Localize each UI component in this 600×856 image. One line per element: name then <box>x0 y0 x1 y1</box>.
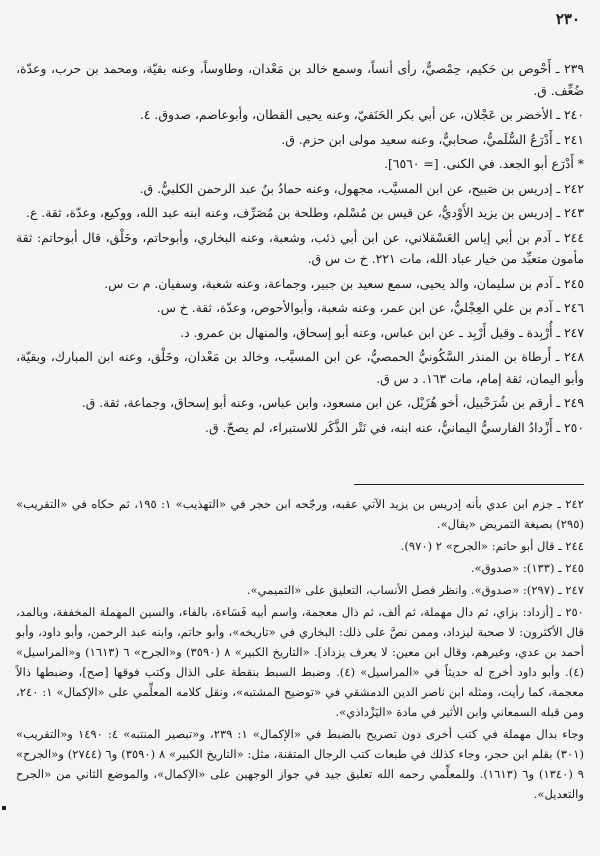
footnote-242: ٢٤٢ ـ جزم ابن عدي بأنه إدريس بن يزيد الآتي عقبه، ورجّحه ابن حجر في «التهذيب» ١: ١٩٥، ثم حكاه في «التقريب» (٢٩٥) بصيغة التمريض «يقال». <box>16 497 585 531</box>
footnote-245: ٢٤٥ ـ (١٣٣): «صدوق». <box>470 561 584 575</box>
main-entries <box>16 58 584 441</box>
entry-cross-reference: * أَدْرَع أبو الجعد. في الكنى. [= ٦٥٦٠]. <box>384 156 584 171</box>
entry-239: ٢٣٩ ـ أَحْوص بن حَكيم، حِمْصيٌّ، رأى أنساً، وسمع خالد بن مَعْدان، وطاوساً، وعنه بقيّة، ومحمد بن حرب، وعدّة، ضُعِّف. ق. <box>16 61 584 98</box>
footnote-247: ٢٤٧ ـ (٢٩٧): «صدوق». وانظر فصل الأنساب، التعليق على «التميمي». <box>246 583 584 597</box>
footnote-250: ٢٥٠ ـ [أزداد: بزاي، ثم دال مهملة، ثم ألف، ثم ذال معجمة، واسم أبيه فَسَاءة، بالفاء، والسين المهملة المخففة، وبالمد، قال الأكثرون: لا صحبة ليزداد، وممن نصَّ على ذلك: البخاري في «تاريخه»، وأبو حاتم، وابنه عبد الرحمن، وأبو داود، وأبو أحمد بن عدي، وغيرهم، وقال ابن معين: لا يعرف يزداذ]. «التاريخ الكبير» ٨ (٣٥٩٠) و«الجرح» ٦ (١٦١٣) و«المراسيل» (٤). وأبو داود أخرج له حديثاً في «المراسيل» (٤). وضبط السبط بنقطة على الذال وكتب فوقها [صح]، وضبطها ذالاً معجمة، كما رأيت، ومثله ابن ناصر الدين الدمشقي في «توضيح المشتبه»، ونقل كلامه المعلِّمي على «الإكمال» ١: ٢٤٠، ومن قبله السمعاني وابن الأثير في مادة «اليَزْداذي». <box>16 605 585 719</box>
entry-245: ٢٤٥ ـ آدم بن سليمان، والد يحيى، سمع سعيد بن جبير، وجماعة، وعنه شعبة، وسفيان. م ت س. <box>104 275 584 291</box>
entry-244: ٢٤٤ ـ آدم بن أبي إياس العَسْقلاني، عن ابن أبي ذئب، وشعبة، وعنه البخاري، وأبوحاتم، وخَلْق، قال أبوحاتم: ثقة مأمون متعبِّد من خيار عباد الله، مات ٢٢١. خ ت س ق. <box>16 229 584 266</box>
entry-246: ٢٤٦ ـ آدم بن علي العِجْليُّ، عن ابن عمر، وعنه شعبة، وأبوالأحوص، وعدّة، ثقة. خ س. <box>156 300 584 315</box>
footnote-244: ٢٤٤ ـ قال أبو حاتم: «الجرح» ٢ (٩٧٠). <box>400 539 584 553</box>
entry-242: ٢٤٢ ـ إدريس بن صَبيح، عن ابن المسيَّب، مجهول، وعنه حمادُ بنُ عبد الرحمن الكلبيُّ. ق. <box>139 180 584 196</box>
entry-241: ٢٤١ ـ أَدْرَعُ السُّلَميُّ، صحابيٌّ، وعنه سعيد مولى ابن حزم. ق. <box>281 131 584 147</box>
entry-247: ٢٤٧ ـ أُرْبِدة ـ وقيل أَرْبِد ـ عن ابن عباس، وعنه أبو إسحاق، والمنهال بن عمرو. د. <box>180 324 584 340</box>
entry-250: ٢٥٠ ـ أَزْدادُ الفارسيُّ اليمانيُّ، عنه ابنه، في نَتْر الذَّكَر للاستبراء، لم يصحّ. ق. <box>205 419 584 435</box>
page-number: ٢٣٠ <box>555 10 580 28</box>
margin-mark <box>2 806 6 810</box>
entry-243: ٢٤٣ ـ إدريس بن يزيد الأَوْديُّ، عن قيس بن مُسْلم، وطلحة بن مُصَرِّف، وعنه ابنه عبد الله، ووكيع، وعدّة، ثقة. ع. <box>26 205 584 220</box>
footnote-250-continued: وجاء بدال مهملة في كتب أخرى دون تصريح بالضبط في «الإكمال» ١: ٢٣٩، و«تبصير المنتبه» ٤: ١٤٩٠ و«التقريب» (٣٠١) بقلم ابن حجر، وجاء كذلك في طبعات كتب الرجال المتقنة، مثل: «التاريخ الكبير» ٨ (٣٥٩٠) و٦ (٢٧٤٤) و«الجرح» ٩ (١٣٤٠) و٦ (١٦١٣). وللمعلِّمي رحمه الله تعليق جيد في جواز الوجهين على «الإكمال»، والموضع الثاني من «الجرح والتعديل». <box>16 727 585 801</box>
entry-240: ٢٤٠ ـ الأخضر بن عَجْلان، عن أبي بكر الحَنَفيّ، وعنه يحيى القطان، وأبوعاصم، صدوق. ٤. <box>139 107 584 122</box>
entry-248: ٢٤٨ ـ أَرطاة بن المنذر السَّكُونيُّ الحمصيُّ، عن ابن المسيَّب، وخالد بن مَعْدان، وخَلْق، وعنه ابن المبارك، وبقيّة، وأبو اليمان، ثقة إمام، مات ١٦٣. د س ق. <box>16 349 584 386</box>
footnote-divider <box>354 484 584 485</box>
footnotes <box>16 494 584 806</box>
entry-249: ٢٤٩ ـ أرقم بن شُرَحْبيل، أخو هُزَيْل، عن ابن مسعود، وابن عباس، وعنه أبو إسحاق، وجماعة، ثقة. ق. <box>81 395 584 410</box>
